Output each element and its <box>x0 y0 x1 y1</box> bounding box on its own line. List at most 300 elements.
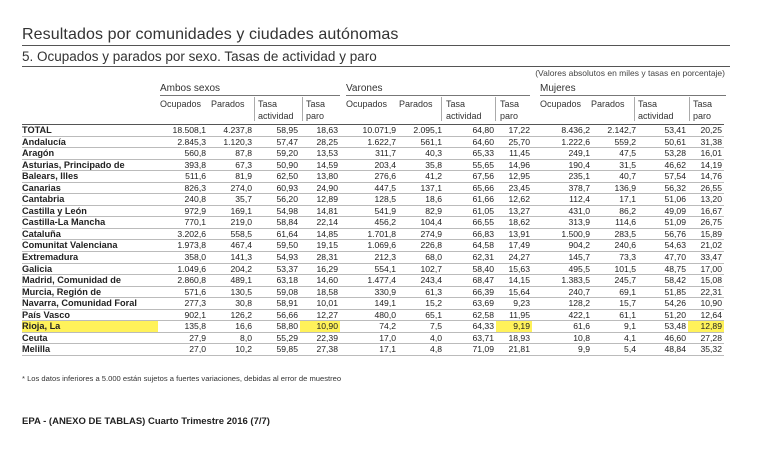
cell-value: 8,0 <box>208 332 254 344</box>
cell-value: 226,8 <box>398 240 444 252</box>
table-row <box>22 171 724 183</box>
cell-value: 17,1 <box>340 344 398 356</box>
row-label: Andalucía <box>22 136 158 148</box>
col-header-tasa-paro: Tasa paro <box>500 99 520 121</box>
cell-value: 13,27 <box>496 205 532 217</box>
cell-value: 15,89 <box>688 228 724 240</box>
cell-value: 393,8 <box>158 159 208 171</box>
cell-value: 15,64 <box>496 286 532 298</box>
cell-value: 14,59 <box>300 159 340 171</box>
cell-value: 81,9 <box>208 171 254 183</box>
col-header-parados: Parados <box>591 99 625 109</box>
cell-value: 56,20 <box>254 194 300 206</box>
cell-value: 22,39 <box>300 332 340 344</box>
cell-value: 137,1 <box>398 182 444 194</box>
cell-value: 58,40 <box>444 263 496 275</box>
cell-value: 27,0 <box>158 344 208 356</box>
cell-value: 12,89 <box>300 194 340 206</box>
table-row <box>22 332 724 344</box>
cell-value: 14,15 <box>496 275 532 287</box>
cell-value: 31,5 <box>592 159 638 171</box>
row-label: Ceuta <box>22 332 158 344</box>
cell-value: 73,3 <box>592 252 638 264</box>
cell-value: 24,27 <box>496 252 532 264</box>
cell-value: 3.202,6 <box>158 228 208 240</box>
cell-value: 902,1 <box>158 309 208 321</box>
cell-value: 114,6 <box>592 217 638 229</box>
cell-value: 2.860,8 <box>158 275 208 287</box>
cell-value: 904,2 <box>532 240 592 252</box>
row-label: País Vasco <box>22 309 158 321</box>
cell-value: 18,93 <box>496 332 532 344</box>
cell-value: 69,1 <box>592 286 638 298</box>
cell-value: 51,20 <box>638 309 688 321</box>
cell-value: 240,7 <box>532 286 592 298</box>
cell-value: 48,84 <box>638 344 688 356</box>
cell-value: 53,37 <box>254 263 300 275</box>
header-divider <box>495 97 496 121</box>
cell-value: 554,1 <box>340 263 398 275</box>
cell-value: 1.477,4 <box>340 275 398 287</box>
cell-value: 61,6 <box>532 321 592 333</box>
table-row <box>22 321 724 333</box>
table-subtitle: 5. Ocupados y parados por sexo. Tasas de actividad y paro <box>22 49 730 67</box>
cell-value: 972,9 <box>158 205 208 217</box>
cell-value: 65,33 <box>444 148 496 160</box>
cell-value: 204,2 <box>208 263 254 275</box>
table-row <box>22 286 724 298</box>
cell-value: 51,85 <box>638 286 688 298</box>
cell-value: 1.069,6 <box>340 240 398 252</box>
cell-value: 56,76 <box>638 228 688 240</box>
cell-value: 561,1 <box>398 136 444 148</box>
cell-value: 30,8 <box>208 298 254 310</box>
cell-value: 1.622,7 <box>340 136 398 148</box>
cell-value: 5,4 <box>592 344 638 356</box>
row-label: Madrid, Comunidad de <box>22 275 158 287</box>
cell-value: 4,8 <box>398 344 444 356</box>
col-header-tasa-paro: Tasa paro <box>693 99 713 121</box>
col-header-parados: Parados <box>399 99 433 109</box>
cell-value: 61,66 <box>444 194 496 206</box>
cell-value: 14,19 <box>688 159 724 171</box>
row-label: TOTAL <box>22 125 158 137</box>
cell-value: 64,80 <box>444 125 496 137</box>
cell-value: 489,1 <box>208 275 254 287</box>
cell-value: 68,47 <box>444 275 496 287</box>
cell-value: 149,1 <box>340 298 398 310</box>
cell-value: 102,7 <box>398 263 444 275</box>
cell-value: 58,84 <box>254 217 300 229</box>
cell-value: 47,70 <box>638 252 688 264</box>
cell-value: 1.222,6 <box>532 136 592 148</box>
cell-value: 283,5 <box>592 228 638 240</box>
cell-value: 311,7 <box>340 148 398 160</box>
cell-value: 20,25 <box>688 125 724 137</box>
cell-value: 46,60 <box>638 332 688 344</box>
cell-value: 58,95 <box>254 125 300 137</box>
cell-value: 274,9 <box>398 228 444 240</box>
cell-value: 11,45 <box>496 148 532 160</box>
cell-value: 1.701,8 <box>340 228 398 240</box>
cell-value: 56,32 <box>638 182 688 194</box>
cell-value: 141,3 <box>208 252 254 264</box>
cell-value: 23,45 <box>496 182 532 194</box>
cell-value: 64,33 <box>444 321 496 333</box>
cell-value: 112,4 <box>532 194 592 206</box>
cell-value: 60,93 <box>254 182 300 194</box>
cell-value: 467,4 <box>208 240 254 252</box>
cell-value: 53,41 <box>638 125 688 137</box>
group-header-varones: Varones <box>346 83 530 96</box>
cell-value: 66,55 <box>444 217 496 229</box>
cell-value: 18,58 <box>300 286 340 298</box>
cell-value: 87,8 <box>208 148 254 160</box>
table-row <box>22 228 724 240</box>
cell-value: 12,89 <box>688 321 724 333</box>
cell-value: 422,1 <box>532 309 592 321</box>
cell-value: 16,6 <box>208 321 254 333</box>
units-note: (Valores absolutos en miles y tasas en porcentaje) <box>535 68 725 78</box>
cell-value: 12,95 <box>496 171 532 183</box>
cell-value: 243,4 <box>398 275 444 287</box>
cell-value: 10,8 <box>532 332 592 344</box>
table-row <box>22 240 724 252</box>
row-label: Canarias <box>22 182 158 194</box>
table-row <box>22 125 724 137</box>
cell-value: 235,1 <box>532 171 592 183</box>
cell-value: 559,2 <box>592 136 638 148</box>
cell-value: 2.142,7 <box>592 125 638 137</box>
cell-value: 54,93 <box>254 252 300 264</box>
cell-value: 12,62 <box>496 194 532 206</box>
cell-value: 17,22 <box>496 125 532 137</box>
cell-value: 101,5 <box>592 263 638 275</box>
row-label: Galicia <box>22 263 158 275</box>
cell-value: 46,62 <box>638 159 688 171</box>
col-header-tasa-paro: Tasa paro <box>306 99 326 121</box>
cell-value: 495,5 <box>532 263 592 275</box>
cell-value: 14,96 <box>496 159 532 171</box>
cell-value: 16,67 <box>688 205 724 217</box>
cell-value: 240,8 <box>158 194 208 206</box>
table-row <box>22 159 724 171</box>
cell-value: 63,71 <box>444 332 496 344</box>
cell-value: 54,26 <box>638 298 688 310</box>
cell-value: 35,7 <box>208 194 254 206</box>
row-label: Cataluña <box>22 228 158 240</box>
cell-value: 10,90 <box>688 298 724 310</box>
table-row <box>22 136 724 148</box>
cell-value: 62,31 <box>444 252 496 264</box>
cell-value: 511,6 <box>158 171 208 183</box>
cell-value: 1.500,9 <box>532 228 592 240</box>
cell-value: 10,01 <box>300 298 340 310</box>
group-header-mujeres: Mujeres <box>540 83 726 96</box>
cell-value: 219,0 <box>208 217 254 229</box>
cell-value: 16,29 <box>300 263 340 275</box>
cell-value: 66,39 <box>444 286 496 298</box>
header-divider <box>254 97 255 121</box>
cell-value: 12,64 <box>688 309 724 321</box>
cell-value: 9,1 <box>592 321 638 333</box>
cell-value: 190,4 <box>532 159 592 171</box>
cell-value: 24,90 <box>300 182 340 194</box>
row-label: Cantabria <box>22 194 158 206</box>
cell-value: 10.071,9 <box>340 125 398 137</box>
cell-value: 58,80 <box>254 321 300 333</box>
cell-value: 558,5 <box>208 228 254 240</box>
cell-value: 13,20 <box>688 194 724 206</box>
cell-value: 9,23 <box>496 298 532 310</box>
cell-value: 15,2 <box>398 298 444 310</box>
cell-value: 74,2 <box>340 321 398 333</box>
cell-value: 18.508,1 <box>158 125 208 137</box>
cell-value: 31,38 <box>688 136 724 148</box>
cell-value: 136,9 <box>592 182 638 194</box>
col-header-tasa-actividad: Tasa actividad <box>446 99 482 121</box>
table-body <box>22 125 724 356</box>
cell-value: 47,5 <box>592 148 638 160</box>
row-label: Asturias, Principado de <box>22 159 158 171</box>
cell-value: 48,75 <box>638 263 688 275</box>
cell-value: 10,90 <box>300 321 340 333</box>
cell-value: 1.049,6 <box>158 263 208 275</box>
cell-value: 61,3 <box>398 286 444 298</box>
cell-value: 21,02 <box>688 240 724 252</box>
cell-value: 12,27 <box>300 309 340 321</box>
cell-value: 53,48 <box>638 321 688 333</box>
row-label: Balears, Illes <box>22 171 158 183</box>
cell-value: 249,1 <box>532 148 592 160</box>
cell-value: 21,81 <box>496 344 532 356</box>
cell-value: 33,47 <box>688 252 724 264</box>
table-row <box>22 182 724 194</box>
cell-value: 16,01 <box>688 148 724 160</box>
cell-value: 2.845,3 <box>158 136 208 148</box>
group-header-ambos-sexos: Ambos sexos <box>160 83 340 96</box>
cell-value: 86,2 <box>592 205 638 217</box>
table-row <box>22 194 724 206</box>
cell-value: 128,5 <box>340 194 398 206</box>
cell-value: 17,0 <box>340 332 398 344</box>
cell-value: 1.383,5 <box>532 275 592 287</box>
cell-value: 64,60 <box>444 136 496 148</box>
cell-value: 104,4 <box>398 217 444 229</box>
cell-value: 571,6 <box>158 286 208 298</box>
cell-value: 63,69 <box>444 298 496 310</box>
cell-value: 13,80 <box>300 171 340 183</box>
cell-value: 64,58 <box>444 240 496 252</box>
cell-value: 54,98 <box>254 205 300 217</box>
cell-value: 135,8 <box>158 321 208 333</box>
cell-value: 65,66 <box>444 182 496 194</box>
cell-value: 57,47 <box>254 136 300 148</box>
table-row <box>22 263 724 275</box>
table-row <box>22 252 724 264</box>
cell-value: 40,3 <box>398 148 444 160</box>
cell-value: 51,09 <box>638 217 688 229</box>
cell-value: 447,5 <box>340 182 398 194</box>
cell-value: 14,76 <box>688 171 724 183</box>
report-title: Resultados por comunidades y ciudades autónomas <box>22 26 730 46</box>
cell-value: 40,7 <box>592 171 638 183</box>
table-row <box>22 344 724 356</box>
cell-value: 4,1 <box>592 332 638 344</box>
cell-value: 1.973,8 <box>158 240 208 252</box>
data-table <box>22 124 724 356</box>
cell-value: 59,50 <box>254 240 300 252</box>
cell-value: 67,56 <box>444 171 496 183</box>
cell-value: 28,31 <box>300 252 340 264</box>
cell-value: 26,55 <box>688 182 724 194</box>
cell-value: 456,2 <box>340 217 398 229</box>
cell-value: 240,6 <box>592 240 638 252</box>
cell-value: 56,66 <box>254 309 300 321</box>
cell-value: 9,9 <box>532 344 592 356</box>
cell-value: 431,0 <box>532 205 592 217</box>
cell-value: 13,53 <box>300 148 340 160</box>
row-label: Rioja, La <box>22 321 158 333</box>
cell-value: 541,9 <box>340 205 398 217</box>
cell-value: 27,28 <box>688 332 724 344</box>
cell-value: 57,54 <box>638 171 688 183</box>
cell-value: 145,7 <box>532 252 592 264</box>
cell-value: 35,8 <box>398 159 444 171</box>
cell-value: 770,1 <box>158 217 208 229</box>
row-label: Murcia, Región de <box>22 286 158 298</box>
page-footer: EPA - (ANEXO DE TABLAS) Cuarto Trimestre 2016 (7/7) <box>22 416 270 427</box>
cell-value: 15,63 <box>496 263 532 275</box>
cell-value: 54,63 <box>638 240 688 252</box>
cell-value: 480,0 <box>340 309 398 321</box>
cell-value: 62,58 <box>444 309 496 321</box>
cell-value: 18,62 <box>496 217 532 229</box>
cell-value: 330,9 <box>340 286 398 298</box>
cell-value: 4.237,8 <box>208 125 254 137</box>
cell-value: 27,9 <box>158 332 208 344</box>
cell-value: 358,0 <box>158 252 208 264</box>
cell-value: 63,18 <box>254 275 300 287</box>
header-divider <box>634 97 635 121</box>
cell-value: 82,9 <box>398 205 444 217</box>
cell-value: 65,1 <box>398 309 444 321</box>
cell-value: 71,09 <box>444 344 496 356</box>
table-row <box>22 217 724 229</box>
cell-value: 18,63 <box>300 125 340 137</box>
cell-value: 18,6 <box>398 194 444 206</box>
cell-value: 128,2 <box>532 298 592 310</box>
cell-value: 50,61 <box>638 136 688 148</box>
col-header-ocupados: Ocupados <box>160 99 202 109</box>
cell-value: 15,7 <box>592 298 638 310</box>
cell-value: 51,06 <box>638 194 688 206</box>
cell-value: 1.120,3 <box>208 136 254 148</box>
cell-value: 59,85 <box>254 344 300 356</box>
row-label: Castilla-La Mancha <box>22 217 158 229</box>
cell-value: 62,50 <box>254 171 300 183</box>
cell-value: 61,05 <box>444 205 496 217</box>
cell-value: 130,5 <box>208 286 254 298</box>
col-header-ocupados: Ocupados <box>346 99 388 109</box>
cell-value: 55,29 <box>254 332 300 344</box>
cell-value: 59,08 <box>254 286 300 298</box>
cell-value: 4,0 <box>398 332 444 344</box>
row-label: Castilla y León <box>22 205 158 217</box>
cell-value: 27,38 <box>300 344 340 356</box>
cell-value: 61,64 <box>254 228 300 240</box>
cell-value: 61,1 <box>592 309 638 321</box>
cell-value: 313,9 <box>532 217 592 229</box>
cell-value: 58,91 <box>254 298 300 310</box>
table-row <box>22 298 724 310</box>
table-row <box>22 148 724 160</box>
cell-value: 19,15 <box>300 240 340 252</box>
cell-value: 35,32 <box>688 344 724 356</box>
row-label: Comunitat Valenciana <box>22 240 158 252</box>
cell-value: 7,5 <box>398 321 444 333</box>
row-label: Melilla <box>22 344 158 356</box>
cell-value: 22,14 <box>300 217 340 229</box>
cell-value: 8.436,2 <box>532 125 592 137</box>
cell-value: 17,00 <box>688 263 724 275</box>
cell-value: 55,65 <box>444 159 496 171</box>
row-label: Navarra, Comunidad Foral <box>22 298 158 310</box>
table-row <box>22 205 724 217</box>
cell-value: 50,90 <box>254 159 300 171</box>
cell-value: 49,09 <box>638 205 688 217</box>
cell-value: 25,70 <box>496 136 532 148</box>
cell-value: 9,19 <box>496 321 532 333</box>
cell-value: 276,6 <box>340 171 398 183</box>
header-divider <box>441 97 442 121</box>
table-row <box>22 309 724 321</box>
cell-value: 14,85 <box>300 228 340 240</box>
cell-value: 66,83 <box>444 228 496 240</box>
cell-value: 378,7 <box>532 182 592 194</box>
cell-value: 2.095,1 <box>398 125 444 137</box>
header-divider <box>689 97 690 121</box>
cell-value: 17,1 <box>592 194 638 206</box>
cell-value: 59,20 <box>254 148 300 160</box>
cell-value: 245,7 <box>592 275 638 287</box>
footnote: * Los datos inferiores a 5.000 están sujetos a fuertes variaciones, debidas al error de muestreo <box>22 374 342 383</box>
cell-value: 126,2 <box>208 309 254 321</box>
row-label: Aragón <box>22 148 158 160</box>
cell-value: 203,4 <box>340 159 398 171</box>
row-label: Extremadura <box>22 252 158 264</box>
col-header-tasa-actividad: Tasa actividad <box>638 99 674 121</box>
cell-value: 560,8 <box>158 148 208 160</box>
cell-value: 14,81 <box>300 205 340 217</box>
cell-value: 14,60 <box>300 275 340 287</box>
cell-value: 58,42 <box>638 275 688 287</box>
cell-value: 169,1 <box>208 205 254 217</box>
cell-value: 10,2 <box>208 344 254 356</box>
cell-value: 277,3 <box>158 298 208 310</box>
cell-value: 13,91 <box>496 228 532 240</box>
cell-value: 212,3 <box>340 252 398 264</box>
cell-value: 67,3 <box>208 159 254 171</box>
col-header-parados: Parados <box>211 99 245 109</box>
cell-value: 15,08 <box>688 275 724 287</box>
cell-value: 826,3 <box>158 182 208 194</box>
cell-value: 28,25 <box>300 136 340 148</box>
cell-value: 274,0 <box>208 182 254 194</box>
cell-value: 53,28 <box>638 148 688 160</box>
cell-value: 11,95 <box>496 309 532 321</box>
col-header-ocupados: Ocupados <box>540 99 582 109</box>
